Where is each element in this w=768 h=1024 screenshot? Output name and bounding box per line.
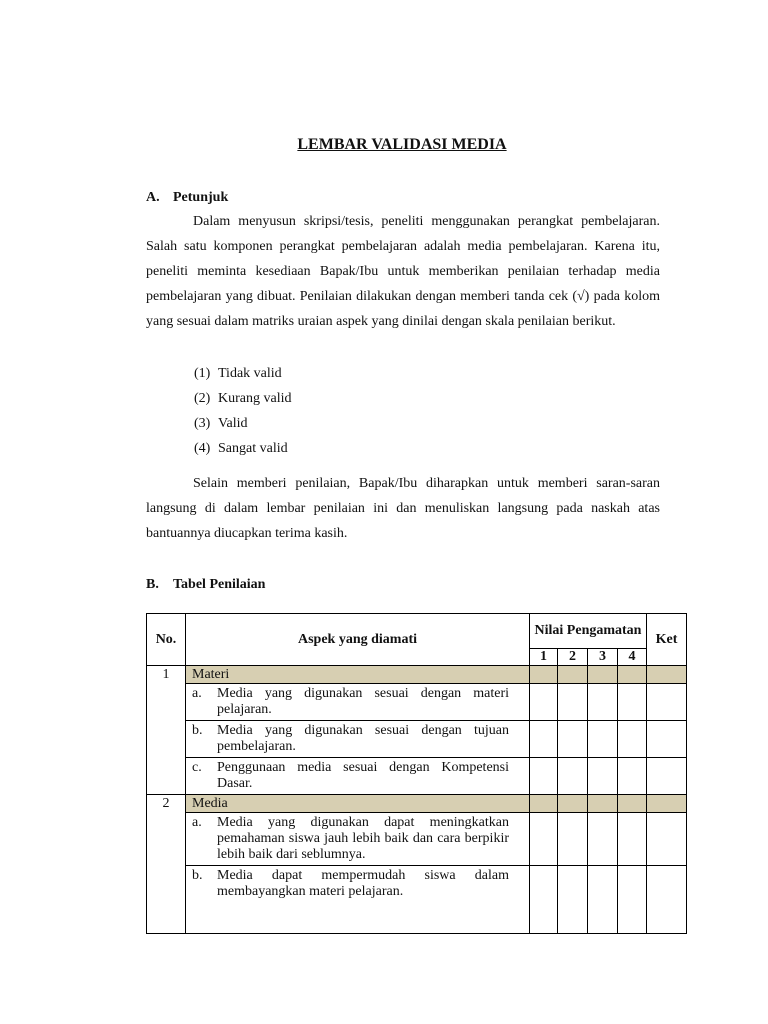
section-b-letter: B. [146,577,159,592]
category-label: Media [186,795,530,813]
table-row [147,813,687,866]
scale-item-number: (4) [194,441,211,456]
score-checkbox-cell[interactable] [530,684,558,721]
table-header-row [147,614,687,649]
closing-paragraph: Selain memberi penilaian, Bapak/Ibu diharapkan untuk memberi saran-saran langsung di dalam lembar penilaian ini dan menuliskan langsung pada naskah atas bantuannya diucapkan terima kasih. [146,476,660,541]
aspect-item-text: Penggunaan media sesuai dengan Kompetensi Dasar. [217,760,509,791]
header-no: No. [147,614,186,666]
table-row [147,758,687,795]
score-cell [618,666,647,684]
score-checkbox-cell[interactable] [530,758,558,795]
note-cell[interactable] [647,684,687,721]
score-checkbox-cell[interactable] [558,721,588,758]
note-cell[interactable] [647,758,687,795]
score-checkbox-cell[interactable] [588,684,618,721]
scale-item-label: Sangat valid [218,441,288,456]
aspect-item [186,813,530,866]
header-score-group: Nilai Pengamatan [530,614,647,649]
scale-item [194,411,291,436]
score-cell [558,666,588,684]
aspect-item [186,758,530,795]
aspect-item-letter: b. [192,868,203,883]
score-checkbox-cell[interactable] [558,813,588,866]
aspect-item [186,684,530,721]
note-cell [647,795,687,813]
score-checkbox-cell[interactable] [530,866,558,934]
score-checkbox-cell[interactable] [588,758,618,795]
score-checkbox-cell[interactable] [558,866,588,934]
assessment-table [146,613,687,934]
score-checkbox-cell[interactable] [618,813,647,866]
score-cell [530,666,558,684]
scale-item-number: (3) [194,416,211,431]
score-checkbox-cell[interactable] [530,813,558,866]
instructions-paragraph: Dalam menyusun skripsi/tesis, peneliti menggunakan perangkat pembelajaran. Salah satu komponen perangkat pembelajaran adalah media pembelajaran. Karena itu, peneliti meminta kesediaan Bapak/Ibu untuk memberikan penilaian terhadap media pembelajaran yang dibuat. Penilaian dilakukan dengan memberi tanda cek (√) pada kolom yang sesuai dalam matriks uraian aspek yang dinilai dengan skala penilaian berikut. [146,214,660,329]
section-a-letter: A. [146,190,160,205]
scale-item-label: Valid [218,416,248,431]
aspect-item-text: Media yang digunakan sesuai dengan materi pelajaran. [217,686,509,717]
header-score-3: 3 [588,649,618,666]
header-note: Ket [647,614,687,666]
header-score-1: 1 [530,649,558,666]
score-cell [588,795,618,813]
score-cell [530,795,558,813]
note-cell[interactable] [647,721,687,758]
scale-item-label: Tidak valid [218,366,282,381]
scale-item-number: (2) [194,391,211,406]
page-title: LEMBAR VALIDASI MEDIA [297,136,507,153]
score-checkbox-cell[interactable] [618,866,647,934]
section-b-title: Tabel Penilaian [173,577,266,592]
section-b-heading [146,577,265,593]
score-checkbox-cell[interactable] [588,813,618,866]
table-row [147,721,687,758]
section-a-heading [146,190,228,206]
note-cell[interactable] [647,866,687,934]
header-score-4: 4 [618,649,647,666]
score-checkbox-cell[interactable] [618,684,647,721]
aspect-item-text: Media yang digunakan sesuai dengan tujuan pembelajaran. [217,723,509,754]
scale-item [194,361,291,386]
category-row [147,795,687,813]
aspect-item-letter: a. [192,815,202,830]
score-checkbox-cell[interactable] [618,721,647,758]
aspect-item-letter: c. [192,760,202,775]
scale-item [194,436,291,461]
scale-item-label: Kurang valid [218,391,292,406]
score-checkbox-cell[interactable] [588,721,618,758]
score-checkbox-cell[interactable] [530,721,558,758]
category-label: Materi [186,666,530,684]
scale-list [194,361,291,461]
header-aspect: Aspek yang diamati [186,614,530,666]
aspect-item-letter: a. [192,686,202,701]
category-number: 1 [147,666,186,795]
table-row [147,684,687,721]
score-cell [558,795,588,813]
section-a-title: Petunjuk [173,190,229,205]
score-checkbox-cell[interactable] [588,866,618,934]
score-checkbox-cell[interactable] [558,758,588,795]
header-score-2: 2 [558,649,588,666]
aspect-item-text: Media yang digunakan dapat meningkatkan pemahaman siswa jauh lebih baik dan cara berpikir lebih baik dari seblumnya. [217,815,509,862]
score-cell [618,795,647,813]
category-number: 2 [147,795,186,934]
score-checkbox-cell[interactable] [618,758,647,795]
aspect-item-letter: b. [192,723,203,738]
note-cell[interactable] [647,813,687,866]
aspect-item [186,866,530,934]
note-cell [647,666,687,684]
category-row [147,666,687,684]
table-row [147,866,687,934]
score-cell [588,666,618,684]
score-checkbox-cell[interactable] [558,684,588,721]
aspect-item [186,721,530,758]
aspect-item-text: Media dapat mempermudah siswa dalam membayangkan materi pelajaran. [217,868,509,899]
scale-item [194,386,291,411]
scale-item-number: (1) [194,366,211,381]
